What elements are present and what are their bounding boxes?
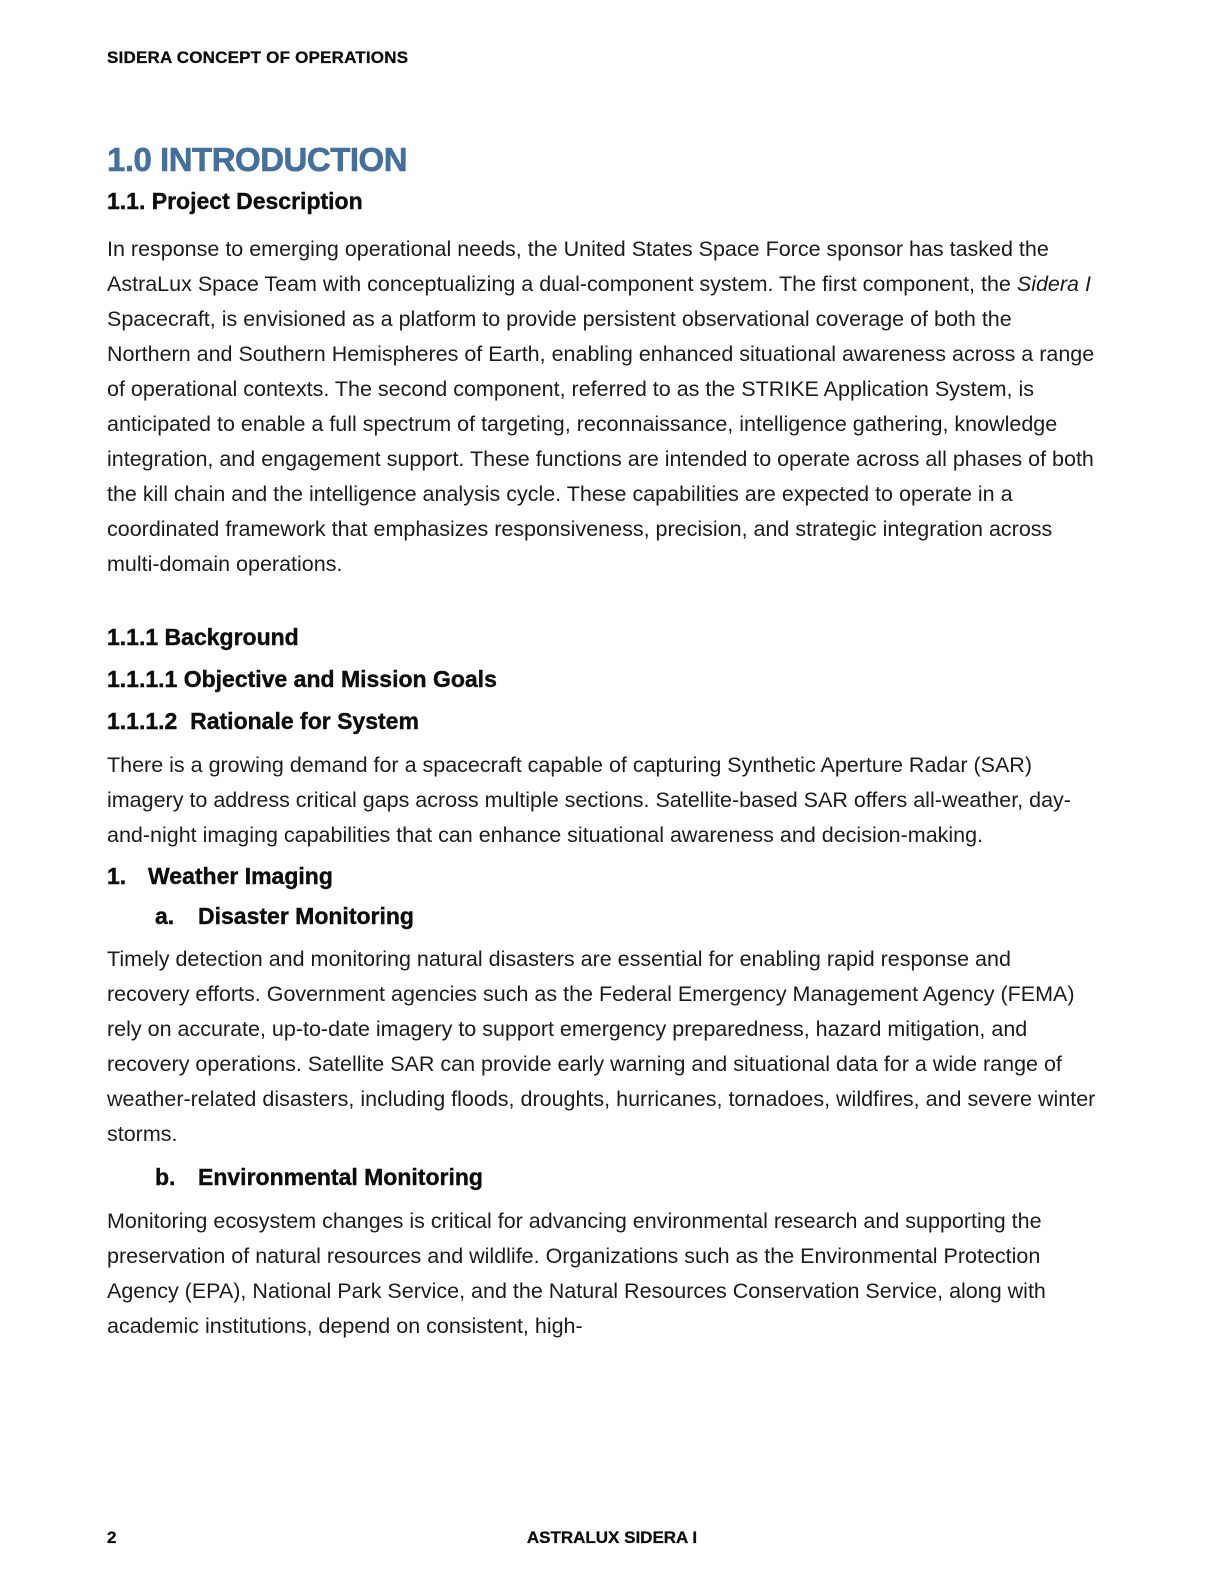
list-letter: b. [155,1164,176,1190]
paragraph-disaster-monitoring: Timely detection and monitoring natural disasters are essential for enabling rapid response and recovery efforts. Government agencies such as the Federal Emergency Management Agency (FEMA) rely on accurate, up-to-date imagery to support emergency preparedness, hazard mitigation, and recovery operations. Satellite SAR can provide early warning and situational data for a wide range of weather-related disasters, including floods, droughts, hurricanes, tornadoes, wildfires, and severe winter storms. [107,947,1096,1146]
paragraph-environmental-monitoring: Monitoring ecosystem changes is critical for advancing environmental research and supporting the preservation of natural resources and wildlife. Organizations such as the Environmental Protection Agency (EPA), National Park Service, and the Natural Resources Conservation Service, along with academic institutions, depend on consistent, high- [107,1209,1046,1338]
subsection-heading-background: 1.1.1 Background [107,624,299,650]
footer-document-title: ASTRALUX SIDERA I [526,1528,698,1547]
document-body [107,140,1097,1354]
italic-spacecraft-name: Sidera I [1016,272,1091,296]
paragraph-text: Spacecraft, is envisioned as a platform to provide persistent observational coverage of both the Northern and Southern Hemispheres of Earth, enabling enhanced situational awareness across a range of operational contexts. The second component, referred to as the STRIKE Application System, is anticipated to enable a full spectrum of targeting, reconnaissance, intelligence gathering, knowledge integration, and engagement support. These functions are intended to operate across all phases of both the kill chain and the intelligence analysis cycle. These capabilities are expected to operate in a coordinated framework that emphasizes responsiveness, precision, and strategic integration across multi-domain operations. [107,307,1095,576]
paragraph-text: In response to emerging operational needs, the United States Space Force sponsor has tasked the AstraLux Space Team with conceptualizing a dual-component system. The first component, the [107,237,1049,296]
list-item-weather-imaging [107,861,1097,891]
document-footer [0,1527,1224,1549]
paragraph-rationale: There is a growing demand for a spacecraft capable of capturing Synthetic Aperture Radar (SAR) imagery to address critical gaps across multiple sections. Satellite-based SAR offers all-weather, day-and-night imaging capabilities that can enhance situational awareness and decision-making. [107,753,1071,847]
list-letter: a. [155,903,175,929]
list-number: 1. [107,863,127,889]
list-item-disaster-monitoring [107,901,1097,931]
section-heading-introduction: 1.0 INTRODUCTION [107,141,408,178]
list-label-weather-imaging: Weather Imaging [148,863,333,889]
list-label-environmental-monitoring: Environmental Monitoring [198,1164,483,1190]
list-item-environmental-monitoring [107,1162,1097,1192]
subsection-heading-objective-mission-goals: 1.1.1.1 Objective and Mission Goals [107,666,497,692]
subsection-heading-rationale: 1.1.1.2 Rationale for System [107,708,419,734]
list-label-disaster-monitoring: Disaster Monitoring [198,903,414,929]
footer-page-number: 2 [107,1528,117,1547]
document-header-title: SIDERA CONCEPT OF OPERATIONS [107,48,409,67]
subsection-heading-project-description: 1.1. Project Description [107,188,363,214]
paragraph-project-description [107,232,1097,582]
